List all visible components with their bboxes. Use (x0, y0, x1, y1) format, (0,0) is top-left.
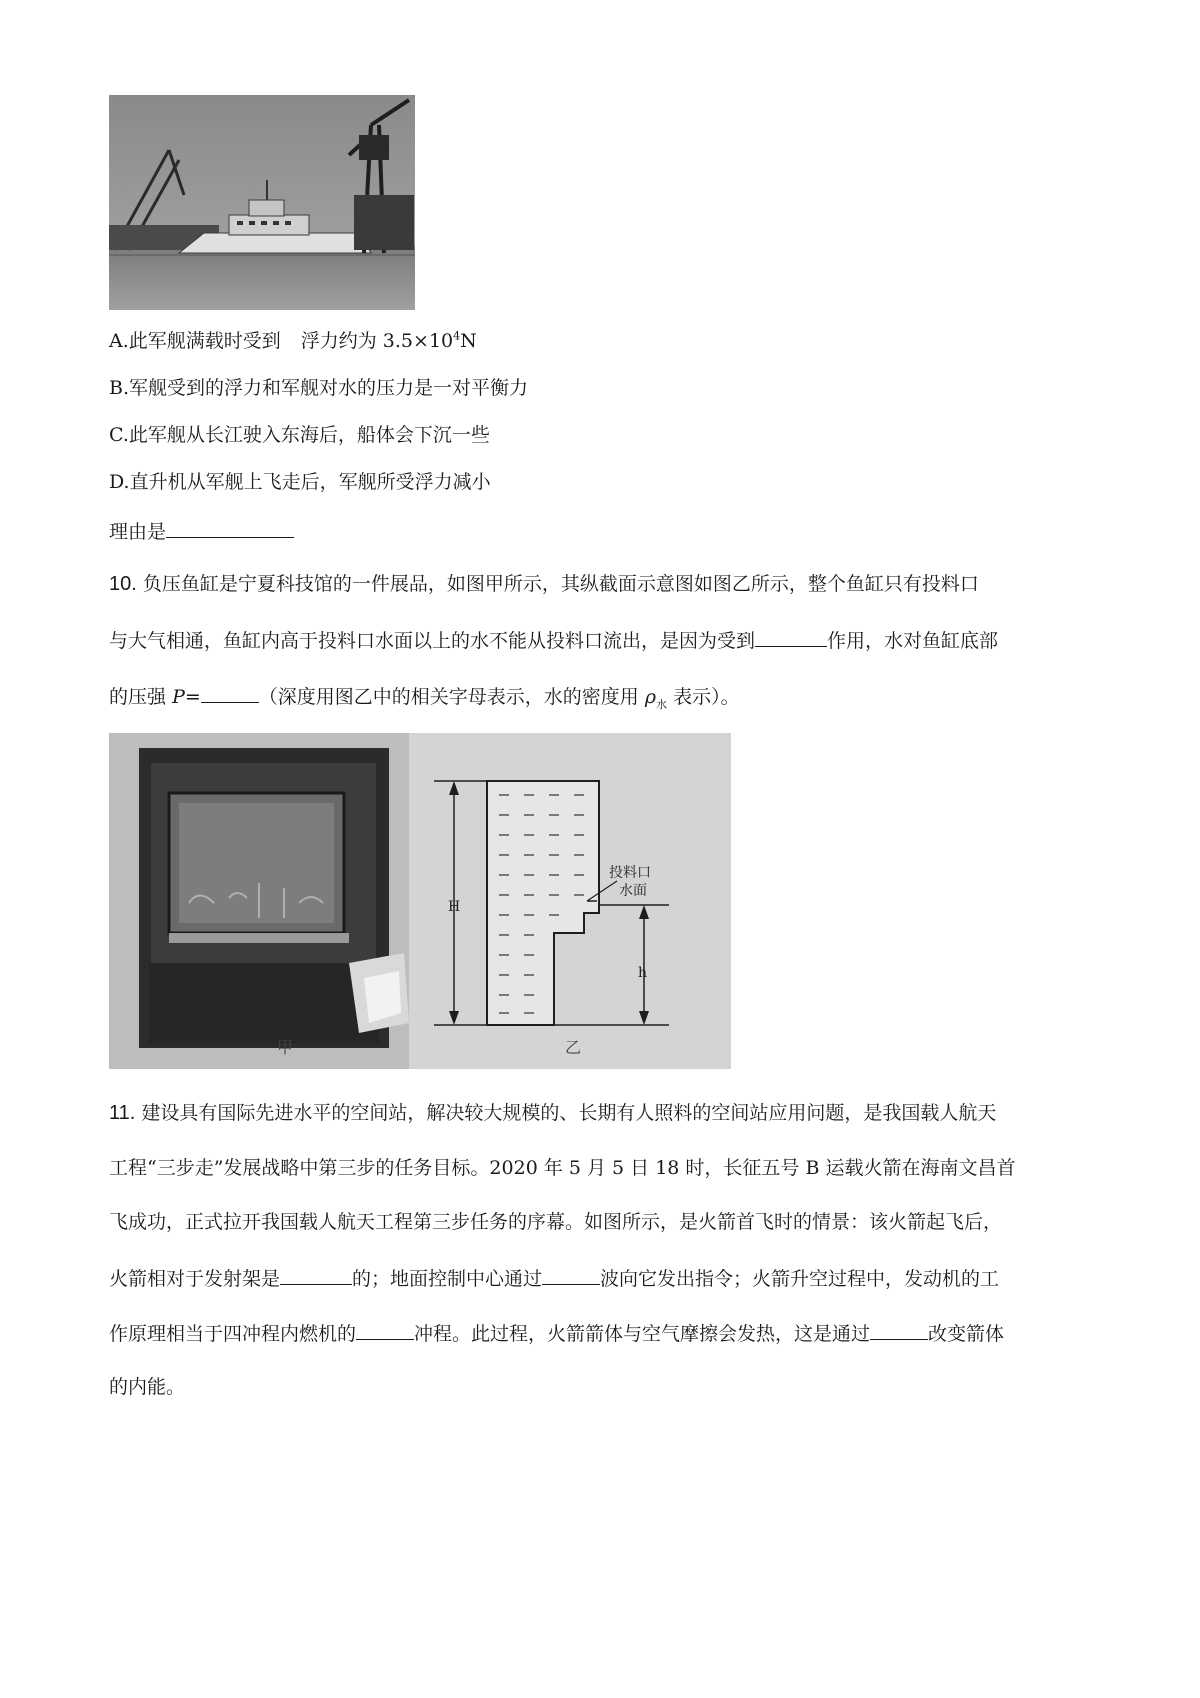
q10-line3c: 表示）。 (673, 686, 740, 708)
q10-blank-1[interactable] (755, 628, 827, 647)
q10-line1 (109, 573, 979, 595)
q10-blank-2[interactable] (201, 684, 259, 703)
figure-label-h: h (638, 965, 648, 981)
q10-line3b: （深度用图乙中的相关字母表示，水的密度用 (258, 686, 639, 708)
fish-tank-drawing (109, 733, 731, 1069)
reason-label: 理由是 (109, 521, 167, 543)
q11-line1 (109, 1102, 996, 1124)
reason-line (109, 519, 294, 543)
q11-line3: 飞成功，正式拉开我国载人航天工程第三步任务的序幕。如图所示，是火箭首飞时的情景：该火箭起飞后， (109, 1211, 1003, 1233)
q11-line4 (109, 1266, 999, 1290)
q10-number: 10. (109, 573, 137, 595)
option-a-exponent: 4 (453, 329, 461, 343)
q11-line4b: 的；地面控制中心通过 (352, 1268, 543, 1290)
option-d: D.直升机从军舰上飞走后，军舰所受浮力减小 (109, 471, 491, 493)
q10-line2a: 与大气相通，鱼缸内高于投料口水面以上的水不能从投料口流出，是因为受到 (109, 630, 756, 652)
q10-rho-sub: 水 (656, 697, 668, 711)
q10-line2b: 作用，水对鱼缸底部 (827, 630, 999, 652)
reason-blank[interactable] (166, 519, 294, 538)
figure-label-jia: 甲 (277, 1038, 294, 1057)
q11-line5 (109, 1321, 1004, 1345)
q10-rho: ρ (644, 686, 657, 708)
warship-photo (109, 95, 415, 310)
q10-line2 (109, 628, 998, 652)
option-a-mid: 浮力约为 3.5×10 (300, 330, 454, 352)
figure-label-H: H (448, 899, 461, 915)
q11-blank-2[interactable] (542, 1266, 600, 1285)
q10-line3 (109, 684, 740, 711)
option-a (109, 330, 477, 352)
q11-line2: 工程“三步走”发展战略中第三步的任务目标。2020 年 5 月 5 日 18 时，长征五号 B 运载火箭在海南文昌首 (109, 1157, 1016, 1179)
q11-line1-text: 建设具有国际先进水平的空间站，解决较大规模的、长期有人照料的空间站应用问题，是我国载人航天 (141, 1102, 997, 1124)
q11-line6: 的内能。 (109, 1376, 186, 1398)
q11-line4c: 波向它发出指令；火箭升空过程中，发动机的工 (600, 1268, 1000, 1290)
option-c: C.此军舰从长江驶入东海后，船体会下沉一些 (109, 424, 490, 446)
q11-line5b: 冲程。此过程，火箭箭体与空气摩擦会发热，这是通过 (414, 1323, 871, 1345)
figure-label-water-surface: 水面 (619, 883, 647, 899)
q10-pressure-var: P (172, 686, 185, 708)
figure-label-feed-port: 投料口 (609, 865, 651, 881)
q11-line5c: 改变箭体 (928, 1323, 1005, 1345)
warship-photo-drawing (109, 95, 415, 310)
q11-blank-1[interactable] (280, 1266, 352, 1285)
q11-line5a: 作原理相当于四冲程内燃机的 (109, 1323, 357, 1345)
q11-number: 11. (109, 1102, 136, 1124)
q10-line3a: 的压强 (109, 686, 167, 708)
q11-blank-4[interactable] (870, 1321, 928, 1340)
q10-equals: = (184, 686, 201, 708)
option-a-prefix: A.此军舰满载时受到 (109, 330, 281, 352)
fish-tank-figure (109, 733, 731, 1069)
option-b: B.军舰受到的浮力和军舰对水的压力是一对平衡力 (109, 377, 529, 399)
q11-blank-3[interactable] (356, 1321, 414, 1340)
figure-label-yi: 乙 (565, 1038, 582, 1057)
q11-line4a: 火箭相对于发射架是 (109, 1268, 281, 1290)
q10-line1-text: 负压鱼缸是宁夏科技馆的一件展品，如图甲所示，其纵截面示意图如图乙所示，整个鱼缸只有投料口 (142, 573, 979, 595)
option-a-unit: N (460, 330, 477, 352)
